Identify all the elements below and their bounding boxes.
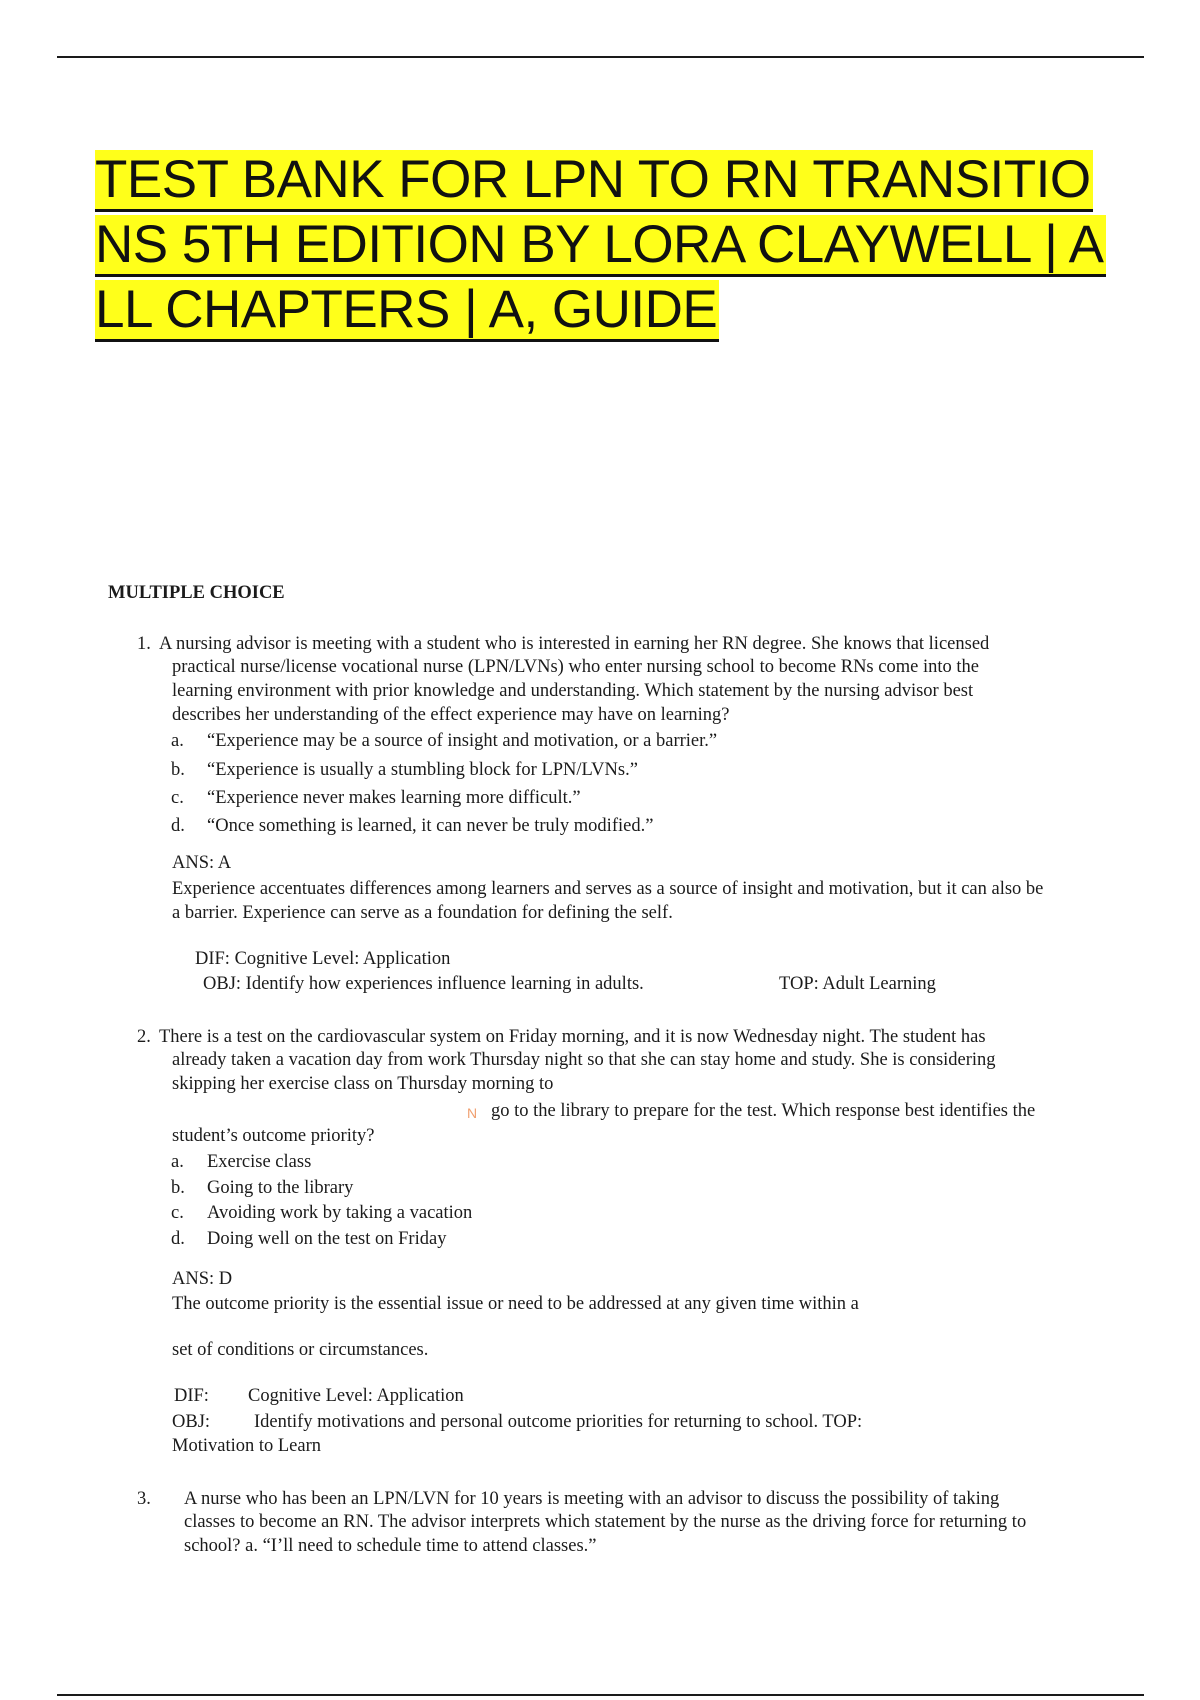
bottom-rule	[57, 1694, 1144, 1696]
difficulty-meta: Cognitive Level: Application	[248, 1386, 464, 1406]
answer-key: ANS: D	[172, 1269, 233, 1289]
question-stem-line: go to the library to prepare for the test. Which response best identifies the	[491, 1101, 1036, 1121]
question-stem-line: A nursing advisor is meeting with a student who is interested in earning her RN degree. She knows that licensed	[159, 634, 990, 654]
objective-meta: Identify motivations and personal outcome priorities for returning to school. TOP:	[254, 1412, 863, 1432]
answer-option: d. Doing well on the test on Friday	[171, 1229, 447, 1249]
question-stem-line: skipping her exercise class on Thursday morning to	[172, 1074, 554, 1094]
rationale-line: set of conditions or circumstances.	[172, 1340, 429, 1360]
section-heading: MULTIPLE CHOICE	[108, 583, 285, 603]
title-line: TEST BANK FOR LPN TO RN TRANSITIO	[95, 147, 1195, 212]
question-stem-line: already taken a vacation day from work Thursday night so that she can stay home and study. She is considering	[172, 1050, 996, 1070]
question-stem-line: student’s outcome priority?	[172, 1126, 375, 1146]
topic-meta: Motivation to Learn	[172, 1436, 321, 1456]
stray-mark: N	[467, 1105, 478, 1121]
answer-option: d. “Once something is learned, it can never be truly modified.”	[171, 816, 654, 836]
top-rule	[57, 56, 1144, 58]
answer-key: ANS: A	[172, 853, 232, 873]
answer-option: b. “Experience is usually a stumbling block for LPN/LVNs.”	[171, 760, 638, 780]
difficulty-meta: DIF: Cognitive Level: Application	[195, 949, 451, 969]
title-line: NS 5TH EDITION BY LORA CLAYWELL | A	[95, 212, 1195, 277]
question-stem-line: classes to become an RN. The advisor interprets which statement by the nurse as the driving force for returning to	[184, 1512, 1027, 1532]
question-stem-line: There is a test on the cardiovascular system on Friday morning, and it is now Wednesday night. The student has	[159, 1027, 986, 1047]
question-stem-line: school? a. “I’ll need to schedule time to attend classes.”	[184, 1536, 597, 1556]
rationale-line: a barrier. Experience can serve as a foundation for defining the self.	[172, 903, 673, 923]
topic-meta: TOP: Adult Learning	[779, 974, 936, 994]
answer-option: c. Avoiding work by taking a vacation	[171, 1203, 473, 1223]
objective-label: OBJ:	[172, 1412, 211, 1432]
question-number: 1.	[137, 634, 151, 654]
question-stem-line: A nurse who has been an LPN/LVN for 10 years is meeting with an advisor to discuss the possibility of taking	[184, 1489, 1000, 1509]
difficulty-label: DIF:	[174, 1386, 209, 1406]
rationale-line: Experience accentuates differences among learners and serves as a source of insight and motivation, but it can also be	[172, 879, 1044, 899]
answer-option: c. “Experience never makes learning more difficult.”	[171, 788, 581, 808]
question-number: 2.	[137, 1027, 151, 1047]
answer-option: a. Exercise class	[171, 1152, 312, 1172]
question-number: 3.	[137, 1489, 151, 1509]
answer-option: a. “Experience may be a source of insight and motivation, or a barrier.”	[171, 731, 718, 751]
objective-meta: OBJ: Identify how experiences influence learning in adults.	[203, 974, 644, 994]
question-stem-line: practical nurse/license vocational nurse (LPN/LVNs) who enter nursing school to become RNs come into the	[172, 657, 979, 677]
title-line: LL CHAPTERS | A, GUIDE	[95, 277, 1195, 342]
question-stem-line: describes her understanding of the effect experience may have on learning?	[172, 705, 730, 725]
question-stem-line: learning environment with prior knowledge and understanding. Which statement by the nursing advisor best	[172, 681, 974, 701]
answer-option: b. Going to the library	[171, 1178, 354, 1198]
document-title	[95, 147, 1195, 342]
rationale-line: The outcome priority is the essential issue or need to be addressed at any given time within a	[172, 1294, 859, 1314]
